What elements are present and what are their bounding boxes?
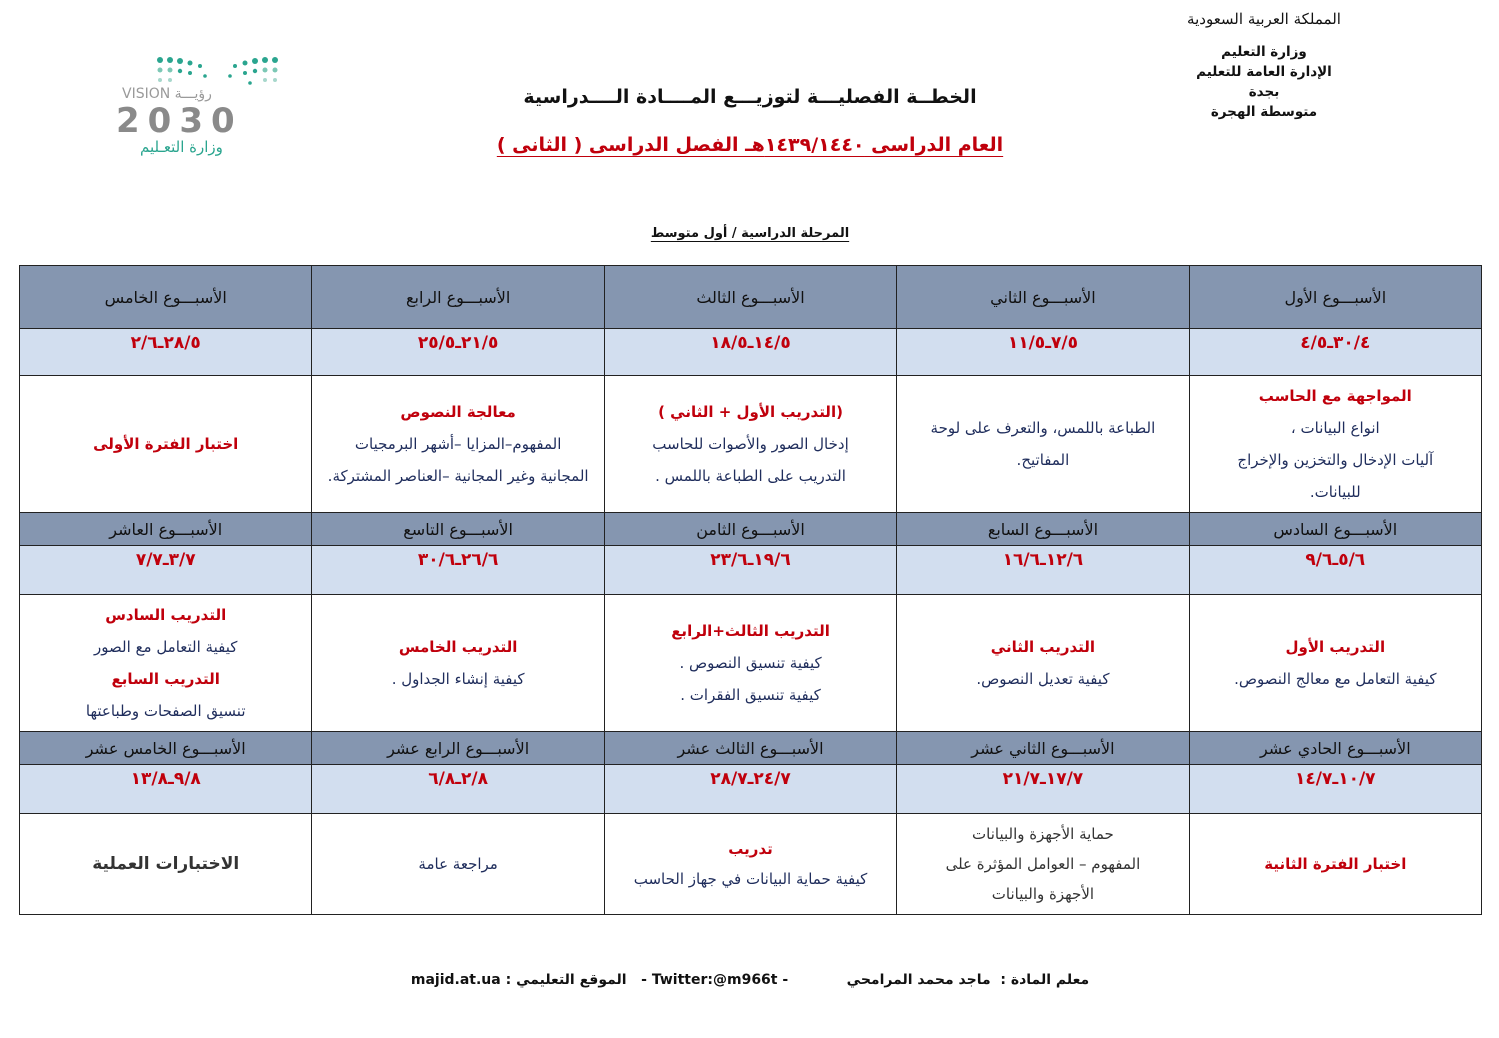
lesson-title: التدريب الثاني: [990, 638, 1096, 656]
lesson-text: الأجهزة والبيانات: [991, 885, 1095, 903]
school-name: متوسطة الهجرة: [1210, 104, 1318, 120]
kingdom-name: المملكة العربية السعودية: [1187, 10, 1341, 28]
site-url: majid.at.ua: [410, 972, 501, 988]
content-cell: [312, 595, 604, 732]
lesson-title: التدريب الأول: [1285, 638, 1386, 656]
date-cell: ١٧/٧ـ٢١/٧: [897, 765, 1189, 814]
lesson-text: كيفية التعامل مع الصور: [94, 638, 238, 656]
lesson-text: التدريب على الطباعة باللمس .: [655, 467, 846, 485]
content-row: [20, 376, 1482, 513]
week-header-row: [20, 266, 1482, 329]
date-row: [20, 765, 1482, 814]
lesson-text: مراجعة عامة: [418, 855, 498, 873]
lesson-text: كيفية تنسيق الفقرات .: [680, 686, 821, 704]
lesson-text: كيفية تعديل النصوص.: [976, 670, 1110, 688]
lesson-text: المفاتيح.: [1016, 451, 1070, 469]
date-cell: ٧/٥ـ١١/٥: [897, 329, 1189, 376]
week-header-row: [20, 732, 1482, 765]
ministry-name: وزارة التعليم: [1221, 44, 1307, 60]
lesson-title: اختبار الفترة الثانية: [1264, 855, 1407, 873]
plan-table: [19, 265, 1482, 915]
date-cell: ١٠/٧ـ١٤/٧: [1189, 765, 1481, 814]
dots-pattern-icon: [157, 57, 278, 85]
content-cell: [20, 595, 312, 732]
week-header-cell: الأسبـــوع العاشر: [20, 513, 312, 546]
stage-label: [600, 226, 900, 241]
week-header-row: [20, 513, 1482, 546]
lesson-title: اختبار الفترة الأولى: [93, 435, 239, 453]
week-header-cell: الأسبـــوع الثالث: [604, 266, 896, 329]
lesson-text: الاختبارات العملية: [92, 854, 240, 874]
lesson-text: تنسيق الصفحات وطباعتها: [85, 702, 246, 720]
content-cell: [897, 376, 1189, 513]
date-cell: ١٩/٦ـ٢٣/٦: [604, 546, 896, 595]
teacher-label: معلم المادة :: [1000, 972, 1090, 988]
date-row: [20, 329, 1482, 376]
date-cell: ٥/٦ـ٩/٦: [1189, 546, 1481, 595]
week-header-cell: الأسبـــوع الرابع عشر: [312, 732, 604, 765]
date-cell: ٢٤/٧ـ٢٨/٧: [604, 765, 896, 814]
date-cell: ١٢/٦ـ١٦/٦: [897, 546, 1189, 595]
lesson-text: كيفية تنسيق النصوص .: [679, 654, 822, 672]
content-cell: [20, 376, 312, 513]
content-cell: [1189, 376, 1481, 513]
ministry-logo-text: وزارة التعـليم: [140, 138, 223, 156]
teacher-name: ماجد محمد المرامحي: [846, 972, 991, 988]
content-cell: [604, 376, 896, 513]
vision-2030-logo: [110, 50, 290, 160]
content-cell: [1189, 595, 1481, 732]
week-header-cell: الأسبـــوع الثامن: [604, 513, 896, 546]
department-name: الإدارة العامة للتعليم بجدة: [1196, 64, 1332, 100]
lesson-title: التدريب الثالث+الرابع: [671, 622, 830, 640]
week-header-cell: الأسبـــوع التاسع: [312, 513, 604, 546]
date-cell: ١٤/٥ـ١٨/٥: [604, 329, 896, 376]
vision-text: VISION رؤيـــة: [122, 86, 212, 102]
page-title: الخطــة الفصليـــة لتوزيـــع المــــادة الــــدراسية: [523, 86, 977, 108]
content-cell: [1189, 814, 1481, 915]
lesson-title: معالجة النصوص: [400, 403, 516, 421]
lesson-text: آليات الإدخال والتخزين والإخراج: [1237, 451, 1434, 469]
lesson-text: كيفية التعامل مع معالج النصوص.: [1234, 670, 1437, 688]
week-header-cell: الأسبـــوع السابع: [897, 513, 1189, 546]
twitter-handle: - Twitter:@m966t -: [641, 972, 789, 988]
lesson-text: كيفية إنشاء الجداول .: [391, 670, 525, 688]
vision-logo-graphic: [110, 50, 290, 160]
content-cell: [312, 376, 604, 513]
lesson-text: المفهوم–المزايا –أشهر البرمجيات: [354, 435, 562, 453]
content-row: [20, 595, 1482, 732]
year-text: 2030: [116, 101, 243, 141]
content-cell: [604, 814, 896, 915]
date-cell: ٢١/٥ـ٢٥/٥: [312, 329, 604, 376]
lesson-text: حماية الأجهزة والبيانات: [972, 825, 1114, 843]
content-cell: [897, 595, 1189, 732]
content-cell: [604, 595, 896, 732]
academic-year-text: العام الدراسى ١٤٣٩/١٤٤٠هـ الفصل الدراسى ( الثانى ): [496, 134, 1004, 156]
date-cell: ٢٨/٥ـ٢/٦: [20, 329, 312, 376]
lesson-text: انواع البيانات ،: [1290, 419, 1380, 437]
footer: [400, 972, 1100, 988]
lesson-title: التدريب السادس: [105, 606, 227, 624]
date-cell: ٢/٨ـ٦/٨: [312, 765, 604, 814]
stage-text: المرحلة الدراسية / أول متوسط: [650, 226, 850, 241]
week-header-cell: الأسبـــوع الثاني عشر: [897, 732, 1189, 765]
lesson-text: المجانية وغير المجانية –العناصر المشتركة.: [327, 467, 589, 485]
page-subtitle: [440, 134, 1060, 156]
week-header-cell: الأسبـــوع الخامس: [20, 266, 312, 329]
date-cell: ٣٠/٤ـ٤/٥: [1189, 329, 1481, 376]
content-cell: [897, 814, 1189, 915]
lesson-text: إدخال الصور والأصوات للحاسب: [652, 435, 849, 453]
lesson-text: المفهوم – العوامل المؤثرة على: [945, 855, 1141, 873]
organization-header: [1179, 10, 1349, 122]
week-header-cell: الأسبـــوع الخامس عشر: [20, 732, 312, 765]
week-header-cell: الأسبـــوع الحادي عشر: [1189, 732, 1481, 765]
lesson-text: الطباعة باللمس، والتعرف على لوحة: [930, 419, 1156, 437]
date-cell: ٩/٨ـ١٣/٨: [20, 765, 312, 814]
lesson-title: التدريب السابع: [111, 670, 220, 688]
content-cell: [312, 814, 604, 915]
week-header-cell: الأسبـــوع الثالث عشر: [604, 732, 896, 765]
date-cell: ٣/٧ـ٧/٧: [20, 546, 312, 595]
week-header-cell: الأسبـــوع الرابع: [312, 266, 604, 329]
week-header-cell: الأسبـــوع الأول: [1189, 266, 1481, 329]
date-cell: ٢٦/٦ـ٣٠/٦: [312, 546, 604, 595]
lesson-title: (التدريب الأول + الثاني ): [658, 403, 843, 421]
lesson-text: للبيانات.: [1309, 483, 1361, 501]
lesson-title: المواجهة مع الحاسب: [1258, 387, 1412, 405]
lesson-title: تدريب: [728, 840, 773, 858]
week-header-cell: الأسبـــوع السادس: [1189, 513, 1481, 546]
date-row: [20, 546, 1482, 595]
lesson-title: التدريب الخامس: [398, 638, 518, 656]
site-label: الموقع التعليمي :: [505, 972, 627, 988]
content-row: [20, 814, 1482, 915]
week-header-cell: الأسبـــوع الثاني: [897, 266, 1189, 329]
lesson-text: كيفية حماية البيانات في جهاز الحاسب: [633, 870, 868, 888]
content-cell: [20, 814, 312, 915]
